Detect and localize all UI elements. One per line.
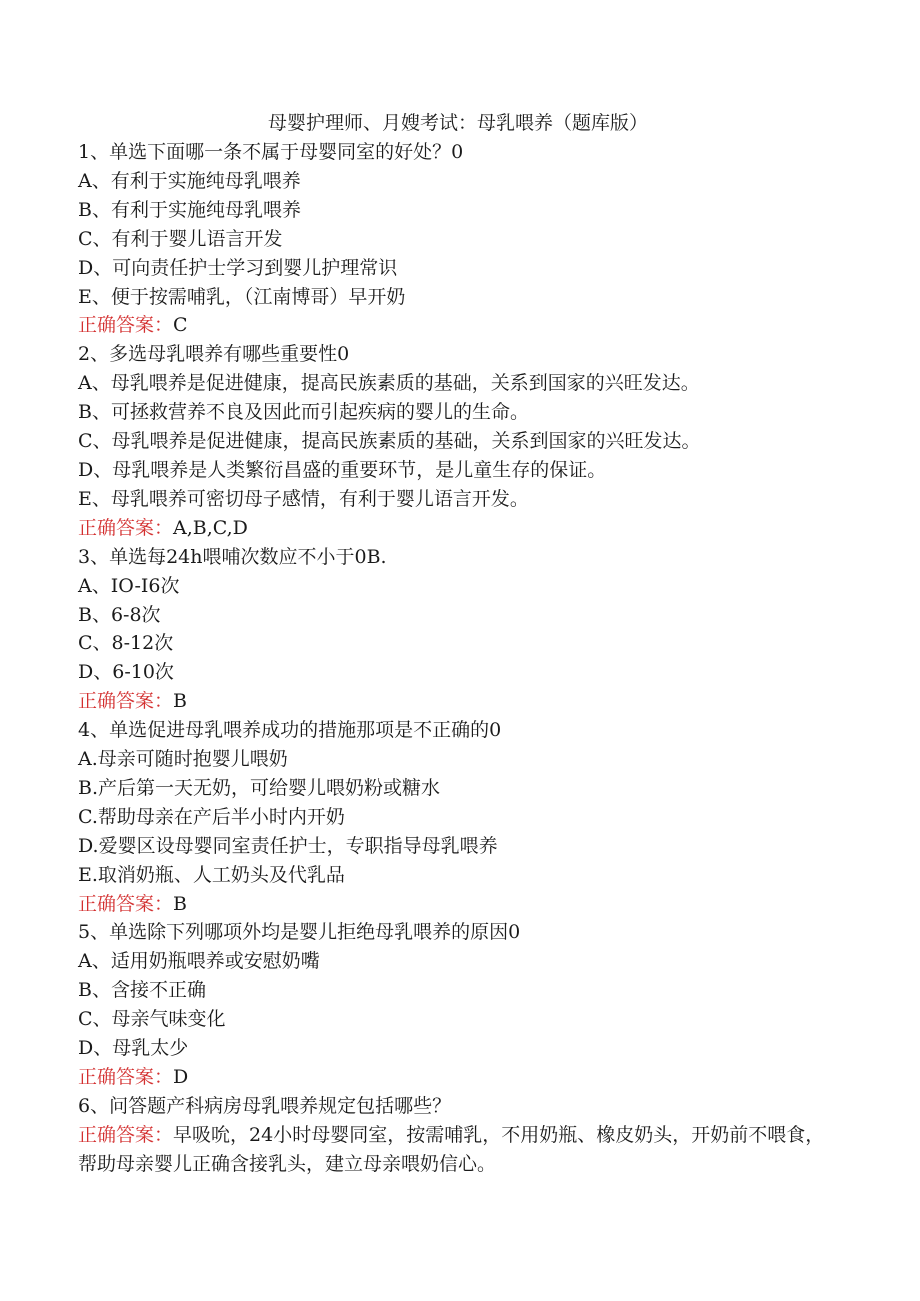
correct-answer xyxy=(78,1063,838,1092)
correct-answer xyxy=(78,311,838,340)
answer-option: C、母乳喂养是促进健康，提高民族素质的基础，关系到国家的兴旺发达。 xyxy=(78,430,701,453)
answer-option: A、IO-I6次 xyxy=(78,574,180,597)
answer-option: A、适用奶瓶喂养或安慰奶嘴 xyxy=(78,950,320,973)
document-title: 母婴护理师、月嫂考试：母乳喂养（题库版） xyxy=(267,112,648,134)
answer-option: C、8-12次 xyxy=(78,632,174,655)
correct-answer-value: D xyxy=(173,1066,189,1088)
correct-answer xyxy=(78,687,838,716)
answer-option: B、有利于实施纯母乳喂养 xyxy=(78,198,301,221)
answer-option: B、可拯救营养不良及因此而引起疾病的婴儿的生命。 xyxy=(78,401,529,424)
answer-option: E.取消奶瓶、人工奶头及代乳品 xyxy=(78,863,345,886)
correct-answer-value: B xyxy=(173,892,187,915)
correct-answer-label: 正确答案： xyxy=(78,690,174,713)
question-stem: 6、问答题产科病房母乳喂养规定包括哪些？ xyxy=(78,1094,452,1117)
document-body xyxy=(78,108,838,1179)
answer-option: D、6-10次 xyxy=(78,661,174,684)
correct-answer-label: 正确答案： xyxy=(78,314,174,337)
answer-option: B、6-8次 xyxy=(78,603,161,626)
answer-option: A、母乳喂养是促进健康，提高民族素质的基础，关系到国家的兴旺发达。 xyxy=(78,372,700,395)
question-block xyxy=(78,918,838,1091)
answer-option: C.帮助母亲在产后半小时内开奶 xyxy=(78,805,345,828)
answer-option: A、有利于实施纯母乳喂养 xyxy=(78,169,301,192)
question-block xyxy=(78,716,838,918)
answer-option: D、母乳喂养是人类繁衍昌盛的重要环节，是儿童生存的保证。 xyxy=(78,458,607,481)
correct-answer-label: 正确答案： xyxy=(78,892,174,915)
answer-option: D、可向责任护士学习到婴儿护理常识 xyxy=(78,256,398,279)
correct-answer xyxy=(78,890,838,919)
question-stem: 1、单选下面哪一条不属于母婴同室的好处？0 xyxy=(78,141,464,163)
question-stem: 5、单选除下列哪项外均是婴儿拒绝母乳喂养的原因0 xyxy=(78,921,521,944)
correct-answer-value: 早吸吮，24小时母婴同室，按需哺乳，不用奶瓶、橡皮奶头，开奶前不喂食，帮助母亲婴儿正确含接乳头，建立母亲喂奶信心。 xyxy=(78,1123,825,1175)
answer-option: B.产后第一天无奶，可给婴儿喂奶粉或糖水 xyxy=(78,776,441,799)
correct-answer xyxy=(78,514,838,543)
answer-option: A.母亲可随时抱婴儿喂奶 xyxy=(78,748,288,771)
answer-option: D、母乳太少 xyxy=(78,1037,189,1060)
correct-answer-value: B xyxy=(173,690,187,713)
question-stem: 3、单选每24h喂哺次数应不小于0B. xyxy=(78,545,387,568)
answer-option: E、母乳喂养可密切母子感情，有利于婴儿语言开发。 xyxy=(78,487,529,510)
answer-option: E、便于按需哺乳，（江南博哥）早开奶 xyxy=(78,285,406,308)
question-block xyxy=(78,138,838,340)
answer-option: C、母亲气味变化 xyxy=(78,1008,226,1031)
correct-answer-label: 正确答案： xyxy=(78,1066,174,1088)
question-stem: 2、多选母乳喂养有哪些重要性0 xyxy=(78,343,350,366)
correct-answer xyxy=(78,1121,838,1179)
correct-answer-value: A,B,C,D xyxy=(173,516,248,539)
answer-option: C、有利于婴儿语言开发 xyxy=(78,227,283,250)
answer-option: B、含接不正确 xyxy=(78,979,206,1002)
correct-answer-label: 正确答案： xyxy=(78,516,174,539)
question-block xyxy=(78,1092,838,1179)
answer-option: D.爱婴区设母婴同室责任护士，专职指导母乳喂养 xyxy=(78,834,498,857)
correct-answer-value: C xyxy=(173,314,188,337)
question-block xyxy=(78,340,838,542)
correct-answer-label: 正确答案： xyxy=(78,1123,174,1146)
question-stem: 4、单选促进母乳喂养成功的措施那项是不正确的0 xyxy=(78,719,502,742)
question-block xyxy=(78,543,838,716)
